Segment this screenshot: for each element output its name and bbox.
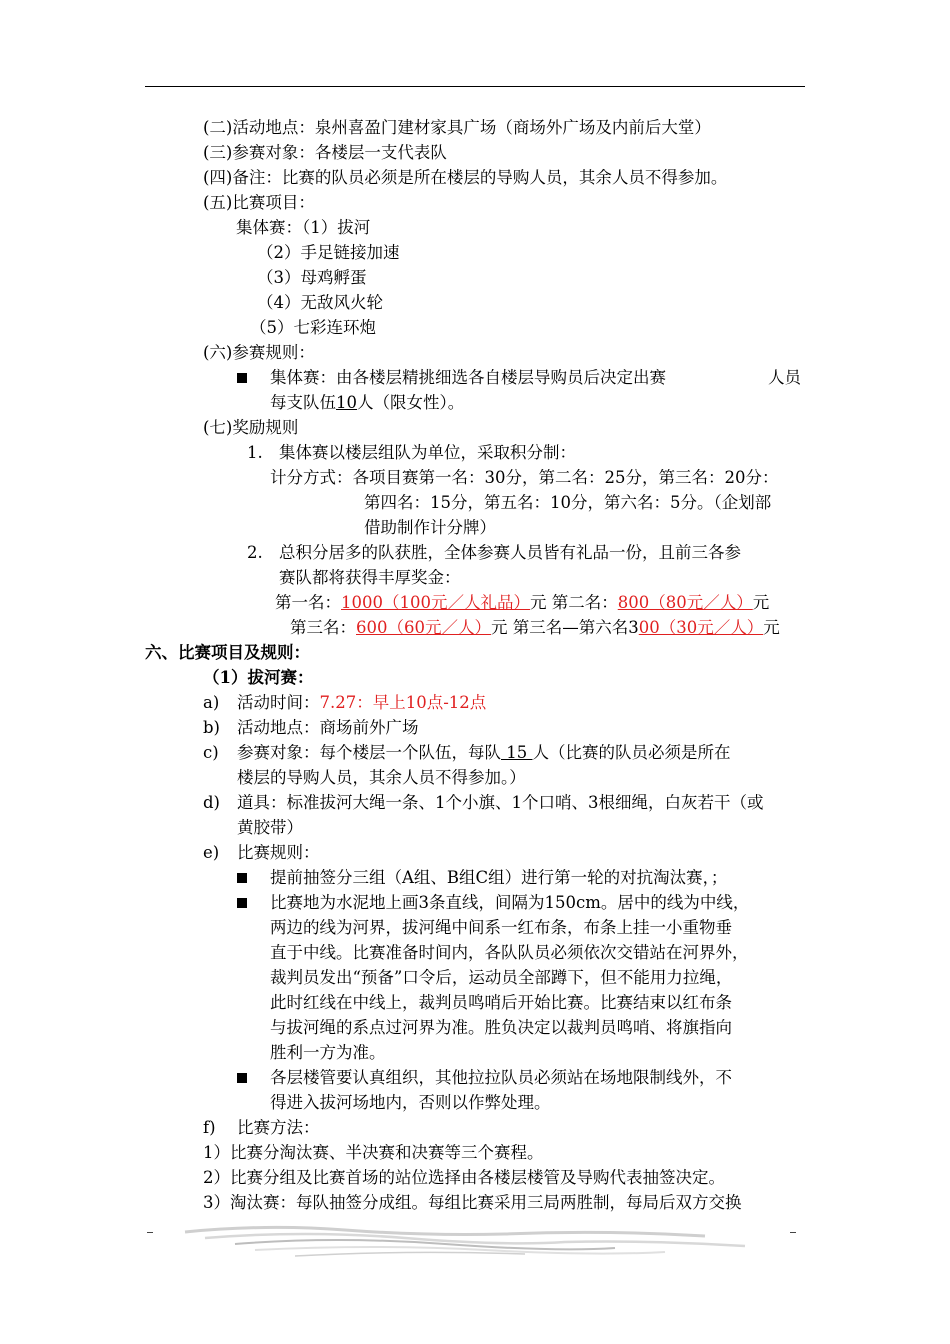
list-number: 2. [247, 543, 263, 562]
text-line: 道具：标准拔河大绳一条、1个小旗、1个口哨、3根细绳，白灰若干（或 [237, 793, 764, 812]
text-line: 借助制作计分牌） [364, 518, 496, 537]
text-line: （5）七彩连环炮 [250, 318, 376, 337]
square-bullet-icon [237, 898, 247, 908]
text-line: （2）手足链接加速 [257, 243, 400, 262]
section-heading: (七)奖励规则 [203, 418, 299, 437]
text-line: 比赛规则： [237, 843, 320, 862]
list-marker: b) [203, 718, 220, 737]
text-line: （3）母鸡孵蛋 [257, 268, 367, 287]
text-line: 裁判员发出“预备”口令后，运动员全部蹲下，但不能用力拉绳， [270, 968, 733, 987]
text-line: 各层楼管要认真组织，其他拉拉队员必须站在场地限制线外，不 [270, 1068, 732, 1087]
text-line: 参赛对象：每个楼层一个队伍，每队 15 人（比赛的队员必须是所在 [237, 743, 731, 762]
list-marker: c) [203, 743, 219, 762]
list-marker: d) [203, 793, 220, 812]
text-line: 比赛方法： [237, 1118, 320, 1137]
list-marker: f) [203, 1118, 216, 1137]
text-line: 赛队都将获得丰厚奖金： [279, 568, 461, 587]
prize-line: 第一名：1000（100元／人礼品）元 第二名：800（80元／人）元 [275, 593, 770, 612]
text-line: 1）比赛分淘汰赛、半决赛和决赛等三个赛程。 [203, 1143, 544, 1162]
text-line: (四)备注：比赛的队员必须是所在楼层的导购人员，其余人员不得参加。 [203, 168, 728, 187]
text-line: (二)活动地点：泉州喜盈门建材家具广场（商场外广场及内前后大堂） [203, 118, 711, 137]
bullet-item [237, 891, 247, 915]
text-line: 每支队伍10人（限女性）。 [270, 393, 465, 412]
subsection-heading: （1）拔河赛： [203, 668, 314, 687]
text-line: 提前抽签分三组（A组、B组C组）进行第一轮的对抗淘汰赛，； [270, 868, 728, 887]
header-rule [145, 86, 805, 87]
text-line: 黄胶带） [237, 818, 303, 837]
text-line: 两边的线为河界，拔河绳中间系一红布条，布条上挂一小重物垂 [270, 918, 732, 937]
text-line: （4）无敌风火轮 [257, 293, 383, 312]
text-line: 与拔河绳的系点过河界为准。胜负决定以裁判员鸣哨、将旗指向 [270, 1018, 732, 1037]
list-number: 1. [247, 443, 263, 462]
text-line: 直于中线。比赛准备时间内，各队队员必须依次交错站在河界外， [270, 943, 749, 962]
bullet-item [237, 1066, 247, 1090]
text-line: 此时红线在中线上，裁判员鸣哨后开始比赛。比赛结束以红布条 [270, 993, 732, 1012]
text-line: 胜利一方为准。 [270, 1043, 386, 1062]
text-line: 第四名：15分，第五名：10分，第六名：5分。（企划部 [364, 493, 772, 512]
text-line: 集体赛：由各楼层精挑细选各自楼层导购员后决定出赛 [270, 368, 666, 387]
list-marker: a) [203, 693, 220, 712]
text-line: 2）比赛分组及比赛首场的站位选择由各楼层楼管及导购代表抽签决定。 [203, 1168, 725, 1187]
square-bullet-icon [237, 873, 247, 883]
bullet-item [237, 366, 247, 390]
text-line: 计分方式：各项目赛第一名：30分，第二名：25分，第三名：20分： [270, 468, 779, 487]
text-line: 比赛地为水泥地上画3条直线，间隔为150cm。居中的线为中线， [270, 893, 750, 912]
text-line: 集体赛：（1）拔河 [236, 218, 371, 237]
section-heading: (六)参赛规则： [203, 343, 315, 362]
square-bullet-icon [237, 373, 247, 383]
text-line: 3）淘汰赛：每队抽签分成组。每组比赛采用三局两胜制，每局后双方交换 [203, 1193, 742, 1212]
text-line: 总积分居多的队获胜，全体参赛人员皆有礼品一份，且前三各参 [279, 543, 741, 562]
chapter-heading: 六、比赛项目及规则： [145, 643, 310, 662]
text-line: 人员 [768, 368, 801, 387]
square-bullet-icon [237, 1073, 247, 1083]
bullet-item [237, 866, 247, 890]
section-heading: (五)比赛项目： [203, 193, 315, 212]
text-line: 活动地点：商场前外广场 [237, 718, 419, 737]
text-line: 楼层的导购人员，其余人员不得参加。） [237, 768, 526, 787]
text-line: 得进入拔河场地内，否则以作弊处理。 [270, 1093, 551, 1112]
prize-line: 第三名：600（60元／人）元 第三名—第六名300（30元／人）元 [290, 618, 780, 637]
list-marker: e) [203, 843, 220, 862]
footer-ink-brush-decoration [145, 1222, 805, 1262]
text-line: (三)参赛对象：各楼层一支代表队 [203, 143, 447, 162]
text-line: 集体赛以楼层组队为单位，采取积分制： [279, 443, 576, 462]
text-line: 活动时间：7.27：早上10点-12点 [237, 693, 487, 712]
